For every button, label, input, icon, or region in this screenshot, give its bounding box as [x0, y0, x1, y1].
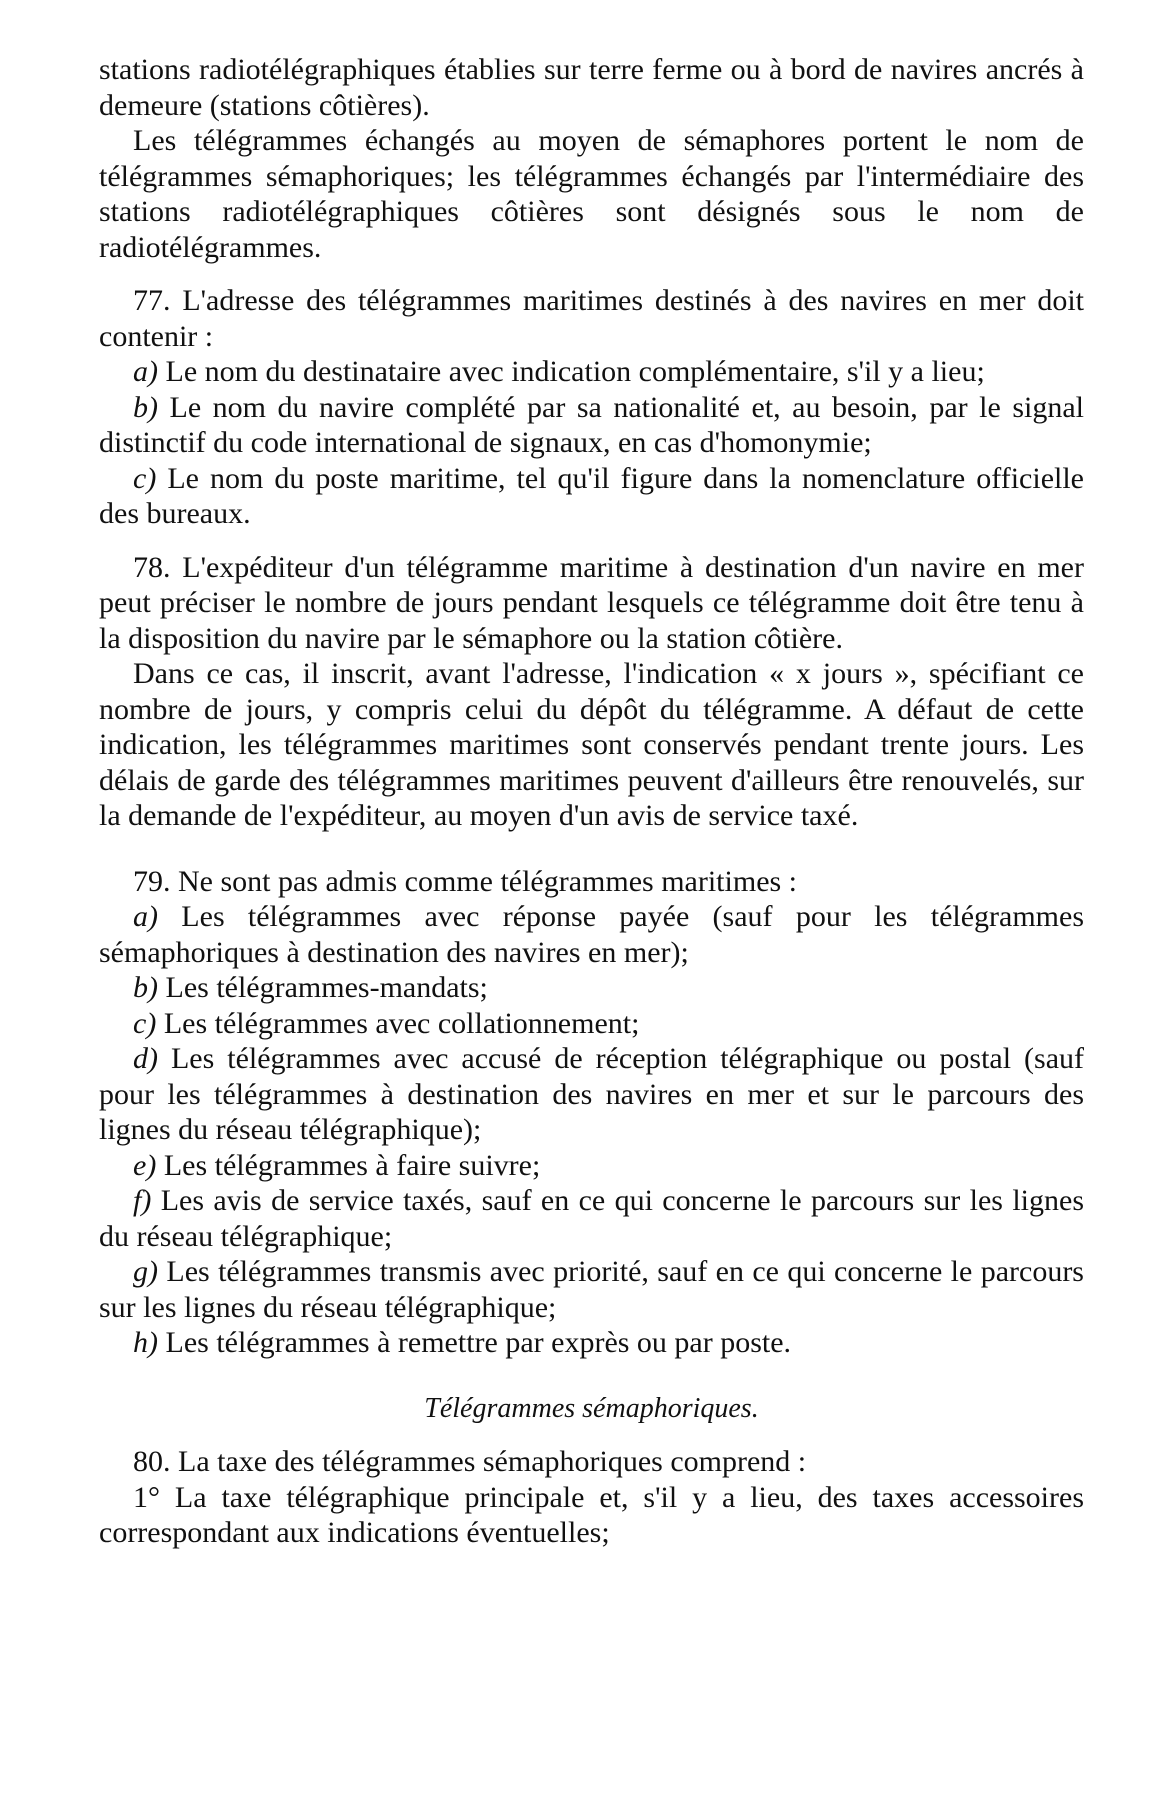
item-marker: a)	[133, 900, 158, 933]
article-77-item-a	[99, 354, 1084, 390]
section-heading: Télégrammes sémaphoriques.	[424, 1392, 759, 1424]
item-marker: b)	[133, 971, 158, 1004]
article-79-item-h	[99, 1325, 1084, 1361]
item-text: Les télégrammes avec réponse payée (sauf pour les télégrammes sémaphoriques à destination des navires en mer);	[99, 900, 1084, 969]
item-marker: h)	[133, 1326, 158, 1359]
article-77-item-c	[99, 461, 1084, 532]
article-79-item-c	[99, 1006, 1084, 1042]
article-80-lead: 80. La taxe des télégrammes sémaphoriques comprend :	[133, 1445, 807, 1478]
article-77-lead: 77. L'adresse des télégrammes maritimes destinés à des navires en mer doit contenir :	[99, 284, 1084, 353]
article-80-item-1: 1° La taxe télégraphique principale et, s'il y a lieu, des taxes accessoires correspondant aux indications éventuelles;	[99, 1480, 1084, 1549]
item-marker: c)	[133, 1006, 157, 1040]
article-78-paragraph-1: 78. L'expéditeur d'un télégramme maritime à destination d'un navire en mer peut préciser le nombre de jours pendant lesquels ce télégramme doit être tenu à la disposition du navire par le sémaphore ou la station côtière.	[99, 550, 1084, 655]
item-marker: d)	[133, 1042, 158, 1075]
item-text: Le nom du destinataire avec indication complémentaire, s'il y a lieu;	[158, 355, 985, 388]
article-79-item-b	[99, 970, 1084, 1006]
item-marker: c)	[133, 461, 157, 495]
document-page	[99, 52, 1084, 1551]
article-79-item-f	[99, 1183, 1084, 1254]
item-marker: f)	[133, 1184, 152, 1217]
item-text: Le nom du navire complété par sa nationalité et, au besoin, par le signal distinctif du code international de signaux, en cas d'homonymie;	[99, 390, 1084, 459]
intro-paragraph: Les télégrammes échangés au moyen de sémaphores portent le nom de télégrammes sémaphoriques; les télégrammes échangés par l'intermédiaire des stations radiotélégraphiques côtières sont désignés sous le nom de radiotélégrammes.	[99, 124, 1084, 264]
article-79-item-d	[99, 1041, 1084, 1148]
article-79-lead: 79. Ne sont pas admis comme télégrammes maritimes :	[133, 864, 798, 898]
article-79-item-a	[99, 899, 1084, 970]
item-text: Les télégrammes à remettre par exprès ou par poste.	[158, 1326, 792, 1359]
item-text: Les télégrammes à faire suivre;	[156, 1148, 541, 1182]
item-text: Le nom du poste maritime, tel qu'il figure dans la nomenclature officielle des bureaux.	[99, 461, 1084, 530]
item-text: Les télégrammes avec collationnement;	[156, 1006, 640, 1040]
intro-continuation: stations radiotélégraphiques établies sur terre ferme ou à bord de navires ancrés à demeure (stations côtières).	[99, 53, 1084, 122]
item-text: Les télégrammes avec accusé de réception télégraphique ou postal (sauf pour les télégrammes à destination des navires en mer et sur le parcours des lignes du réseau télégraphique);	[99, 1042, 1084, 1146]
item-text: Les télégrammes-mandats;	[158, 971, 488, 1004]
item-marker: e)	[133, 1148, 157, 1182]
item-marker: g)	[133, 1255, 158, 1288]
item-marker: a)	[133, 355, 158, 388]
article-79-item-e	[99, 1148, 1084, 1184]
item-text: Les avis de service taxés, sauf en ce qui concerne le parcours sur les lignes du réseau télégraphique;	[99, 1184, 1084, 1253]
article-78-paragraph-2: Dans ce cas, il inscrit, avant l'adresse, l'indication « x jours », spécifiant ce nombre de jours, y compris celui du dépôt du télégramme. A défaut de cette indication, les télégrammes maritimes sont conservés pendant trente jours. Les délais de garde des télégrammes maritimes peuvent d'ailleurs être renouvelés, sur la demande de l'expéditeur, au moyen d'un avis de service taxé.	[99, 657, 1084, 832]
article-77-item-b	[99, 390, 1084, 461]
article-79-item-g	[99, 1254, 1084, 1325]
item-marker: b)	[133, 390, 158, 424]
item-text: Les télégrammes transmis avec priorité, sauf en ce qui concerne le parcours sur les lignes du réseau télégraphique;	[99, 1255, 1084, 1324]
